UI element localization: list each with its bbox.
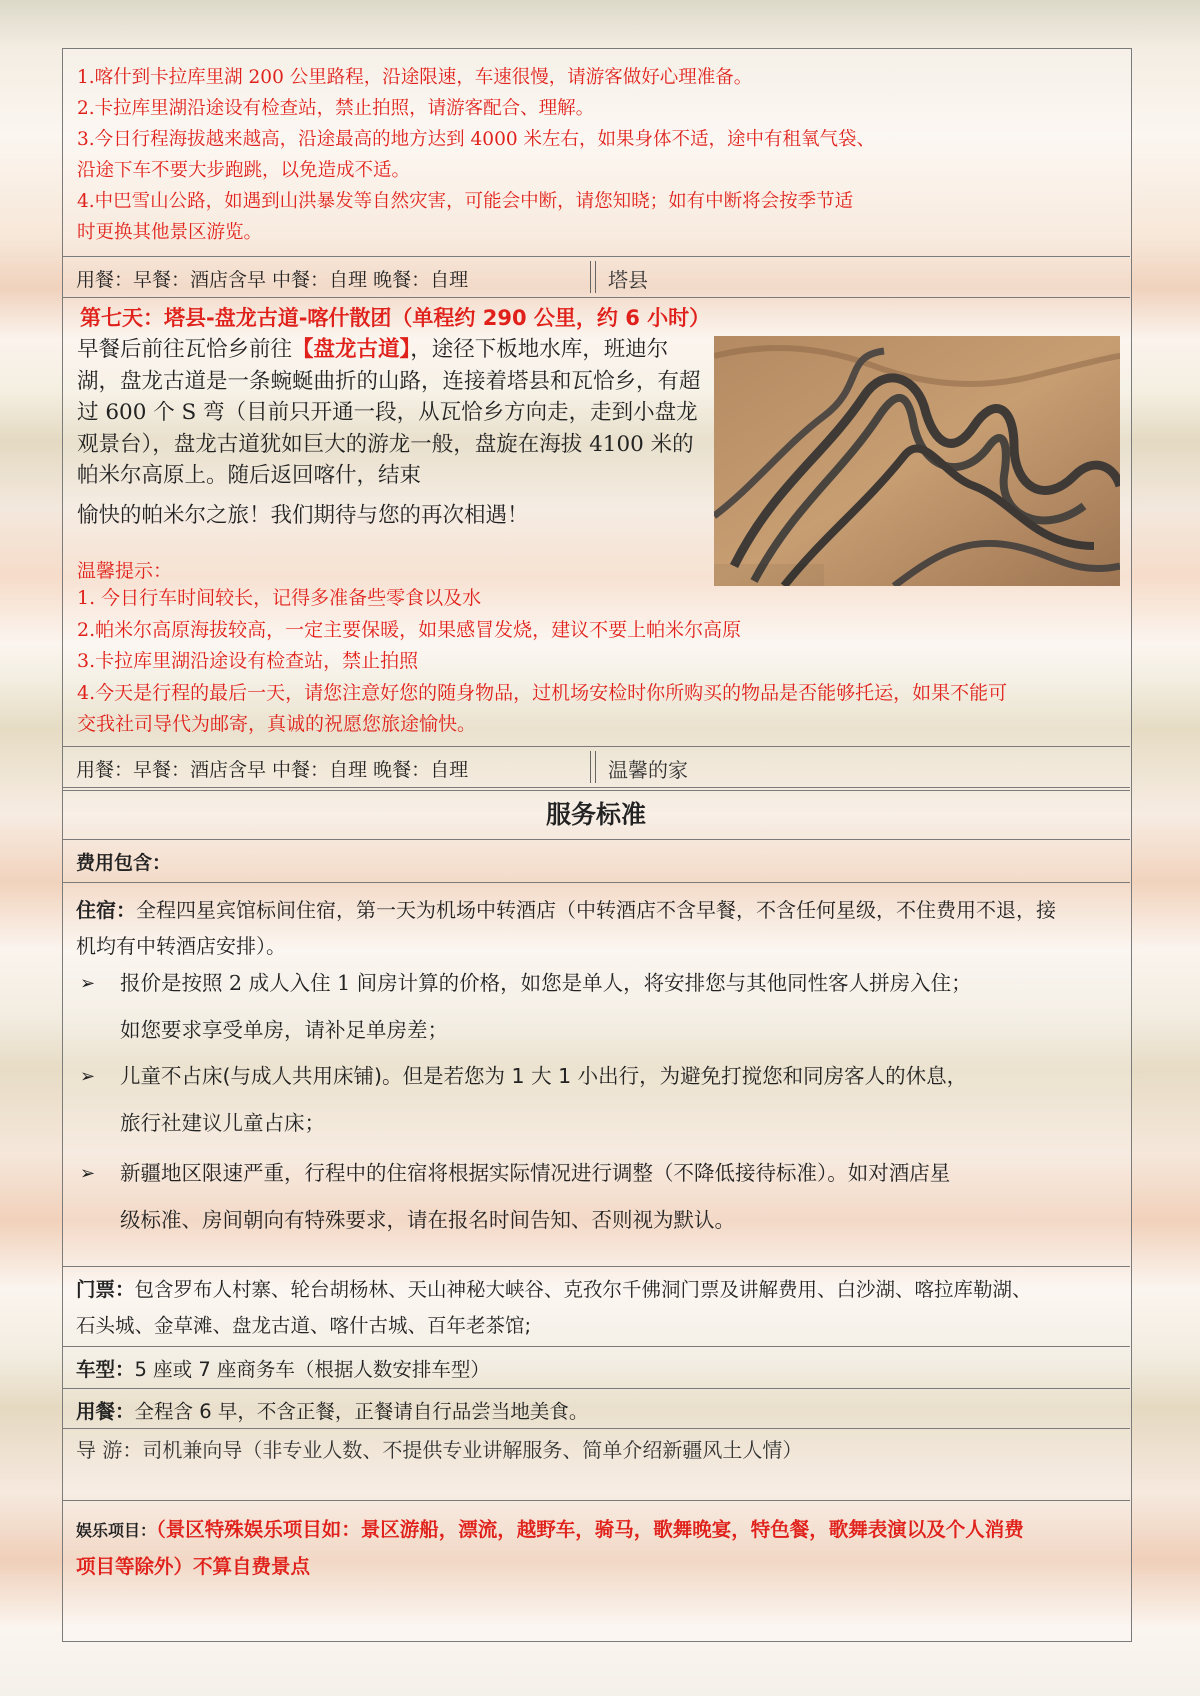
day7-body-end: 愉快的帕米尔之旅！我们期待与您的再次相遇！	[77, 502, 529, 528]
divider	[590, 261, 596, 293]
day7-tips	[77, 583, 1122, 741]
lodging-text	[76, 892, 1116, 964]
car-section	[62, 1346, 1130, 1389]
meal-info: 用餐：早餐：酒店含早 中餐：自理 晚餐：自理	[76, 269, 469, 291]
tip-line: 交我社司导代为邮寄，真诚的祝愿您旅途愉快。	[77, 713, 477, 735]
arrow-icon: ➢	[80, 1066, 96, 1087]
note-line: 1.喀什到卡拉库里湖 200 公里路程，沿途限速，车速很慢，请游客做好心理准备。	[77, 67, 753, 88]
lodging-label: 住宿：	[76, 898, 136, 922]
note-line: 4.中巴雪山公路，如遇到山洪暴发等自然灾害，可能会中断，请您知晓；如有中断将会按季节适	[77, 191, 854, 212]
fee-included-label: 费用包含：	[76, 852, 172, 874]
guide-section	[62, 1428, 1130, 1501]
day7-body-post: ，途径下板地水库，班迪尔湖，盘龙古道是一条蜿蜒曲折的山路，连接着塔县和瓦恰乡，有超过 600 个 S 弯（目前只开通一段，从瓦恰乡方向走，走到小盘龙观景台），盘龙古道犹如巨大的游龙一般，盘旋在海拔 4100 米的帕米尔高原上。随后返回喀什，结束	[77, 337, 701, 488]
arrow-icon: ➢	[80, 973, 96, 994]
tickets-label: 门票：	[76, 1278, 135, 1301]
car-label: 车型：	[76, 1358, 135, 1381]
note-line: 2.卡拉库里湖沿途设有检查站，禁止拍照，请游客配合、理解。	[77, 98, 595, 119]
meal-info: 用餐：早餐：酒店含早 中餐：自理 晚餐：自理	[76, 759, 469, 781]
day7-body-pre: 早餐后前往瓦恰乡前往	[77, 337, 293, 362]
entertainment-label: 娱乐项目：	[76, 1521, 157, 1540]
bullet-line: 新疆地区限速严重，行程中的住宿将根据实际情况进行调整（不降低接待标准）。如对酒店星	[120, 1161, 951, 1185]
meal-row-day6	[62, 256, 1130, 298]
mountain-road-image	[714, 336, 1120, 586]
note-line: 3.今日行程海拔越来越高，沿途最高的地方达到 4000 米左右，如果身体不适，途中有租氧气袋、	[77, 129, 875, 150]
day7-description	[77, 334, 705, 531]
tip-line: 1. 今日行车时间较长，记得多准备些零食以及水	[77, 587, 482, 609]
notes-top	[77, 62, 1117, 248]
meal-row-day7	[62, 746, 1130, 788]
bullet-line: 旅行社建议儿童占床；	[120, 1111, 325, 1135]
meal-text	[76, 1396, 588, 1424]
note-line: 时更换其他景区游览。	[77, 222, 263, 243]
tickets-text	[76, 1272, 1121, 1344]
tickets-text-1: 包含罗布人村寨、轮台胡杨林、天山神秘大峡谷、克孜尔千佛洞门票及讲解费用、白沙湖、喀拉库勒湖、	[134, 1278, 1032, 1301]
bullet-text	[120, 960, 1120, 1054]
bullet-line: 报价是按照 2 成人入住 1 间房计算的价格，如您是单人，将安排您与其他同性客人拼房入住；	[120, 971, 972, 995]
hotel-name: 温馨的家	[608, 758, 688, 782]
day7-title: 第七天：塔县-盘龙古道-喀什散团（单程约 290 公里，约 6 小时）	[80, 306, 711, 330]
entertainment-text-2: 项目等除外）不算自费景点	[76, 1555, 311, 1578]
guide-text: 导 游：司机兼向导（非专业人数、不提供专业讲解服务、简单介绍新疆风土人情）	[76, 1438, 803, 1462]
tip-line: 2.帕米尔高原海拔较高，一定主要保暖，如果感冒发烧，建议不要上帕米尔高原	[77, 618, 742, 641]
service-standard-heading: 服务标准	[62, 790, 1130, 840]
day7-keyword: 【盘龙古道】	[292, 337, 411, 362]
tickets-section	[62, 1266, 1130, 1347]
bullet-line: 儿童不占床(与成人共用床铺)。但是若您为 1 大 1 小出行，为避免打搅您和同房客人的休息，	[120, 1064, 968, 1088]
mountain-road-photo	[714, 336, 1120, 586]
entertainment-section	[76, 1512, 1126, 1585]
lodging-text-2: 机均有中转酒店安排）。	[76, 934, 286, 958]
tickets-text-2: 石头城、金草滩、盘龙古道、喀什古城、百年老茶馆;	[76, 1314, 532, 1337]
meal-section	[62, 1388, 1130, 1429]
bullet-line: 级标准、房间朝向有特殊要求，请在报名时间告知、否则视为默认。	[120, 1208, 735, 1232]
bullet-text	[120, 1150, 1120, 1244]
tip-line: 3.卡拉库里湖沿途设有检查站，禁止拍照	[77, 650, 419, 672]
entertainment-text-1: （景区特殊娱乐项目如：景区游船，漂流，越野车，骑马，歌舞晚宴，特色餐，歌舞表演以及个人消费	[156, 1518, 1024, 1541]
meal-value: 全程含 6 早，不含正餐，正餐请自行品尝当地美食。	[134, 1400, 589, 1423]
lodging-text-1: 全程四星宾馆标间住宿，第一天为机场中转酒店（中转酒店不含早餐，不含任何星级，不住费用不退，接	[136, 898, 1056, 922]
tip-line: 4.今天是行程的最后一天，请您注意好您的随身物品，过机场安检时你所购买的物品是否能够托运，如果不能可	[77, 681, 1008, 704]
divider	[590, 751, 596, 783]
bullet-line: 如您要求享受单房，请补足单房差；	[120, 1018, 448, 1042]
car-value: 5 座或 7 座商务车（根据人数安排车型）	[134, 1358, 490, 1381]
arrow-icon: ➢	[80, 1163, 96, 1184]
note-line: 沿途下车不要大步跑跳，以免造成不适。	[77, 160, 411, 181]
fee-included-row	[62, 838, 1130, 883]
hotel-name: 塔县	[608, 268, 648, 292]
meal-label: 用餐：	[76, 1400, 135, 1423]
tips-title: 温馨提示：	[77, 560, 173, 582]
bullet-text	[120, 1053, 1120, 1147]
car-text	[76, 1354, 490, 1382]
